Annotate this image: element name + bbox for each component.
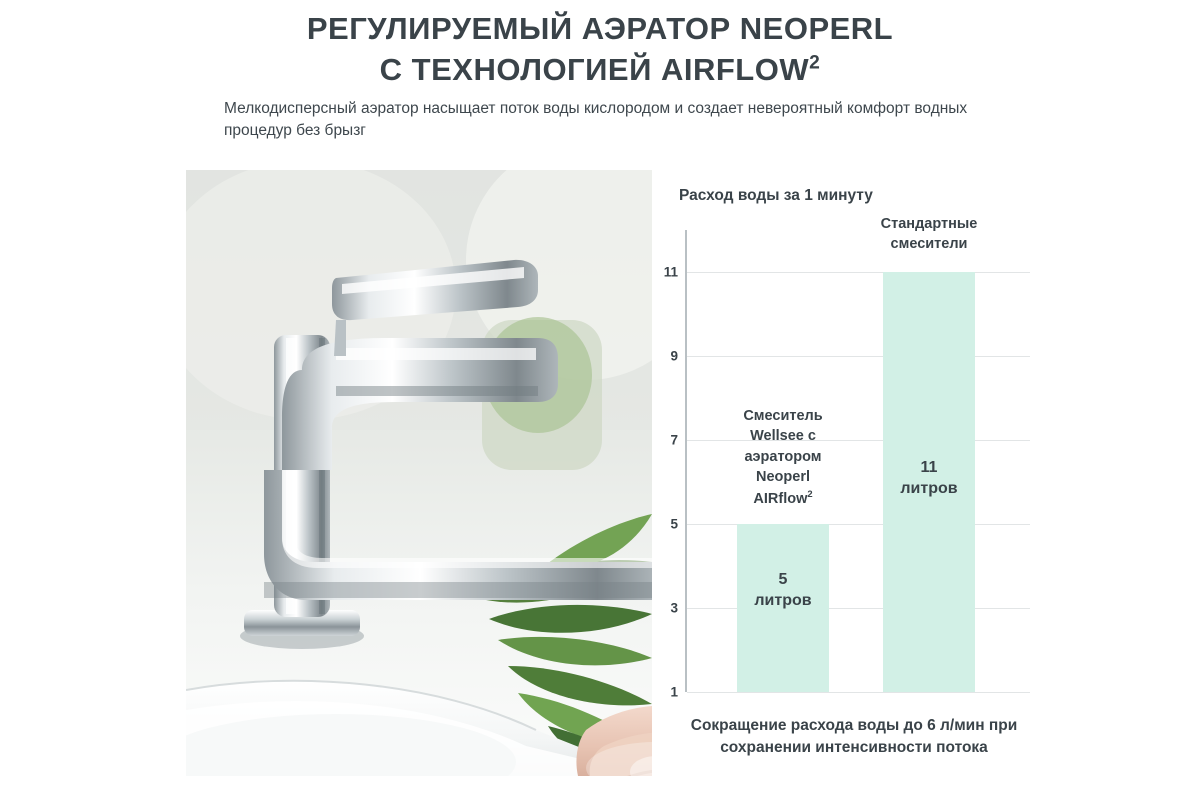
bar-wellsee-label-line-4: Neoperl [756,468,810,485]
bar-standard[interactable] [883,272,975,692]
bar-wellsee-value [737,570,829,612]
bar-standard-unit: литров [900,479,958,497]
photo-illustration [186,170,652,776]
bar-wellsee-label-line-1: Смеситель [743,408,823,424]
bar-wellsee-label-line-2: Wellsee с [750,428,816,445]
gridline-11 [687,272,1030,273]
bar-wellsee-label-line-5 [723,487,843,509]
y-axis [685,230,687,692]
bar-wellsee-label-superscript: 2 [807,488,813,500]
y-tick-7: 7 [670,432,678,448]
bar-standard-label [865,214,993,255]
chart-footnote: Сокращение расхода воды до 6 л/мин при сохранении интенсивности потока [690,717,1018,757]
bar-standard-label-line-2: смесители [890,236,968,253]
bar-standard-value [883,458,975,500]
bar-wellsee-number: 5 [778,571,788,588]
page-title-line-1: РЕГУЛИРУЕМЫЙ АЭРАТОР NEOPERL [306,11,894,46]
y-tick-11: 11 [663,264,678,280]
bar-standard-label-line-1: Стандартные [880,216,978,232]
bar-wellsee-label-airflow: AIRflow [753,491,808,508]
y-tick-5: 5 [670,516,678,532]
page-title-superscript: 2 [809,52,821,74]
page-title-line-2-text: С ТЕХНОЛОГИЕЙ AIRFLOW [379,52,810,88]
chart-plot-area [663,216,1030,700]
bar-wellsee[interactable] [737,524,829,692]
bar-wellsee-label [723,406,843,509]
bar-wellsee-unit: литров [754,591,812,609]
bar-standard-number: 11 [920,459,938,476]
page-subtitle: Мелкодисперсный аэратор насыщает поток воды кислородом и создает невероятный комфорт водных процедур без брызг [224,100,968,140]
y-tick-9: 9 [670,348,678,364]
bar-wellsee-label-line-3: аэратором [744,448,822,465]
gridline-9 [687,356,1030,357]
page-title-line-2 [0,49,1200,90]
water-consumption-chart [665,170,1030,780]
y-tick-1: 1 [670,684,678,700]
chart-title: Расход воды за 1 минуту [679,187,873,204]
gridline-1 [687,692,1030,693]
product-photo [186,170,652,776]
page-title [0,8,1200,90]
y-tick-3: 3 [670,600,678,616]
